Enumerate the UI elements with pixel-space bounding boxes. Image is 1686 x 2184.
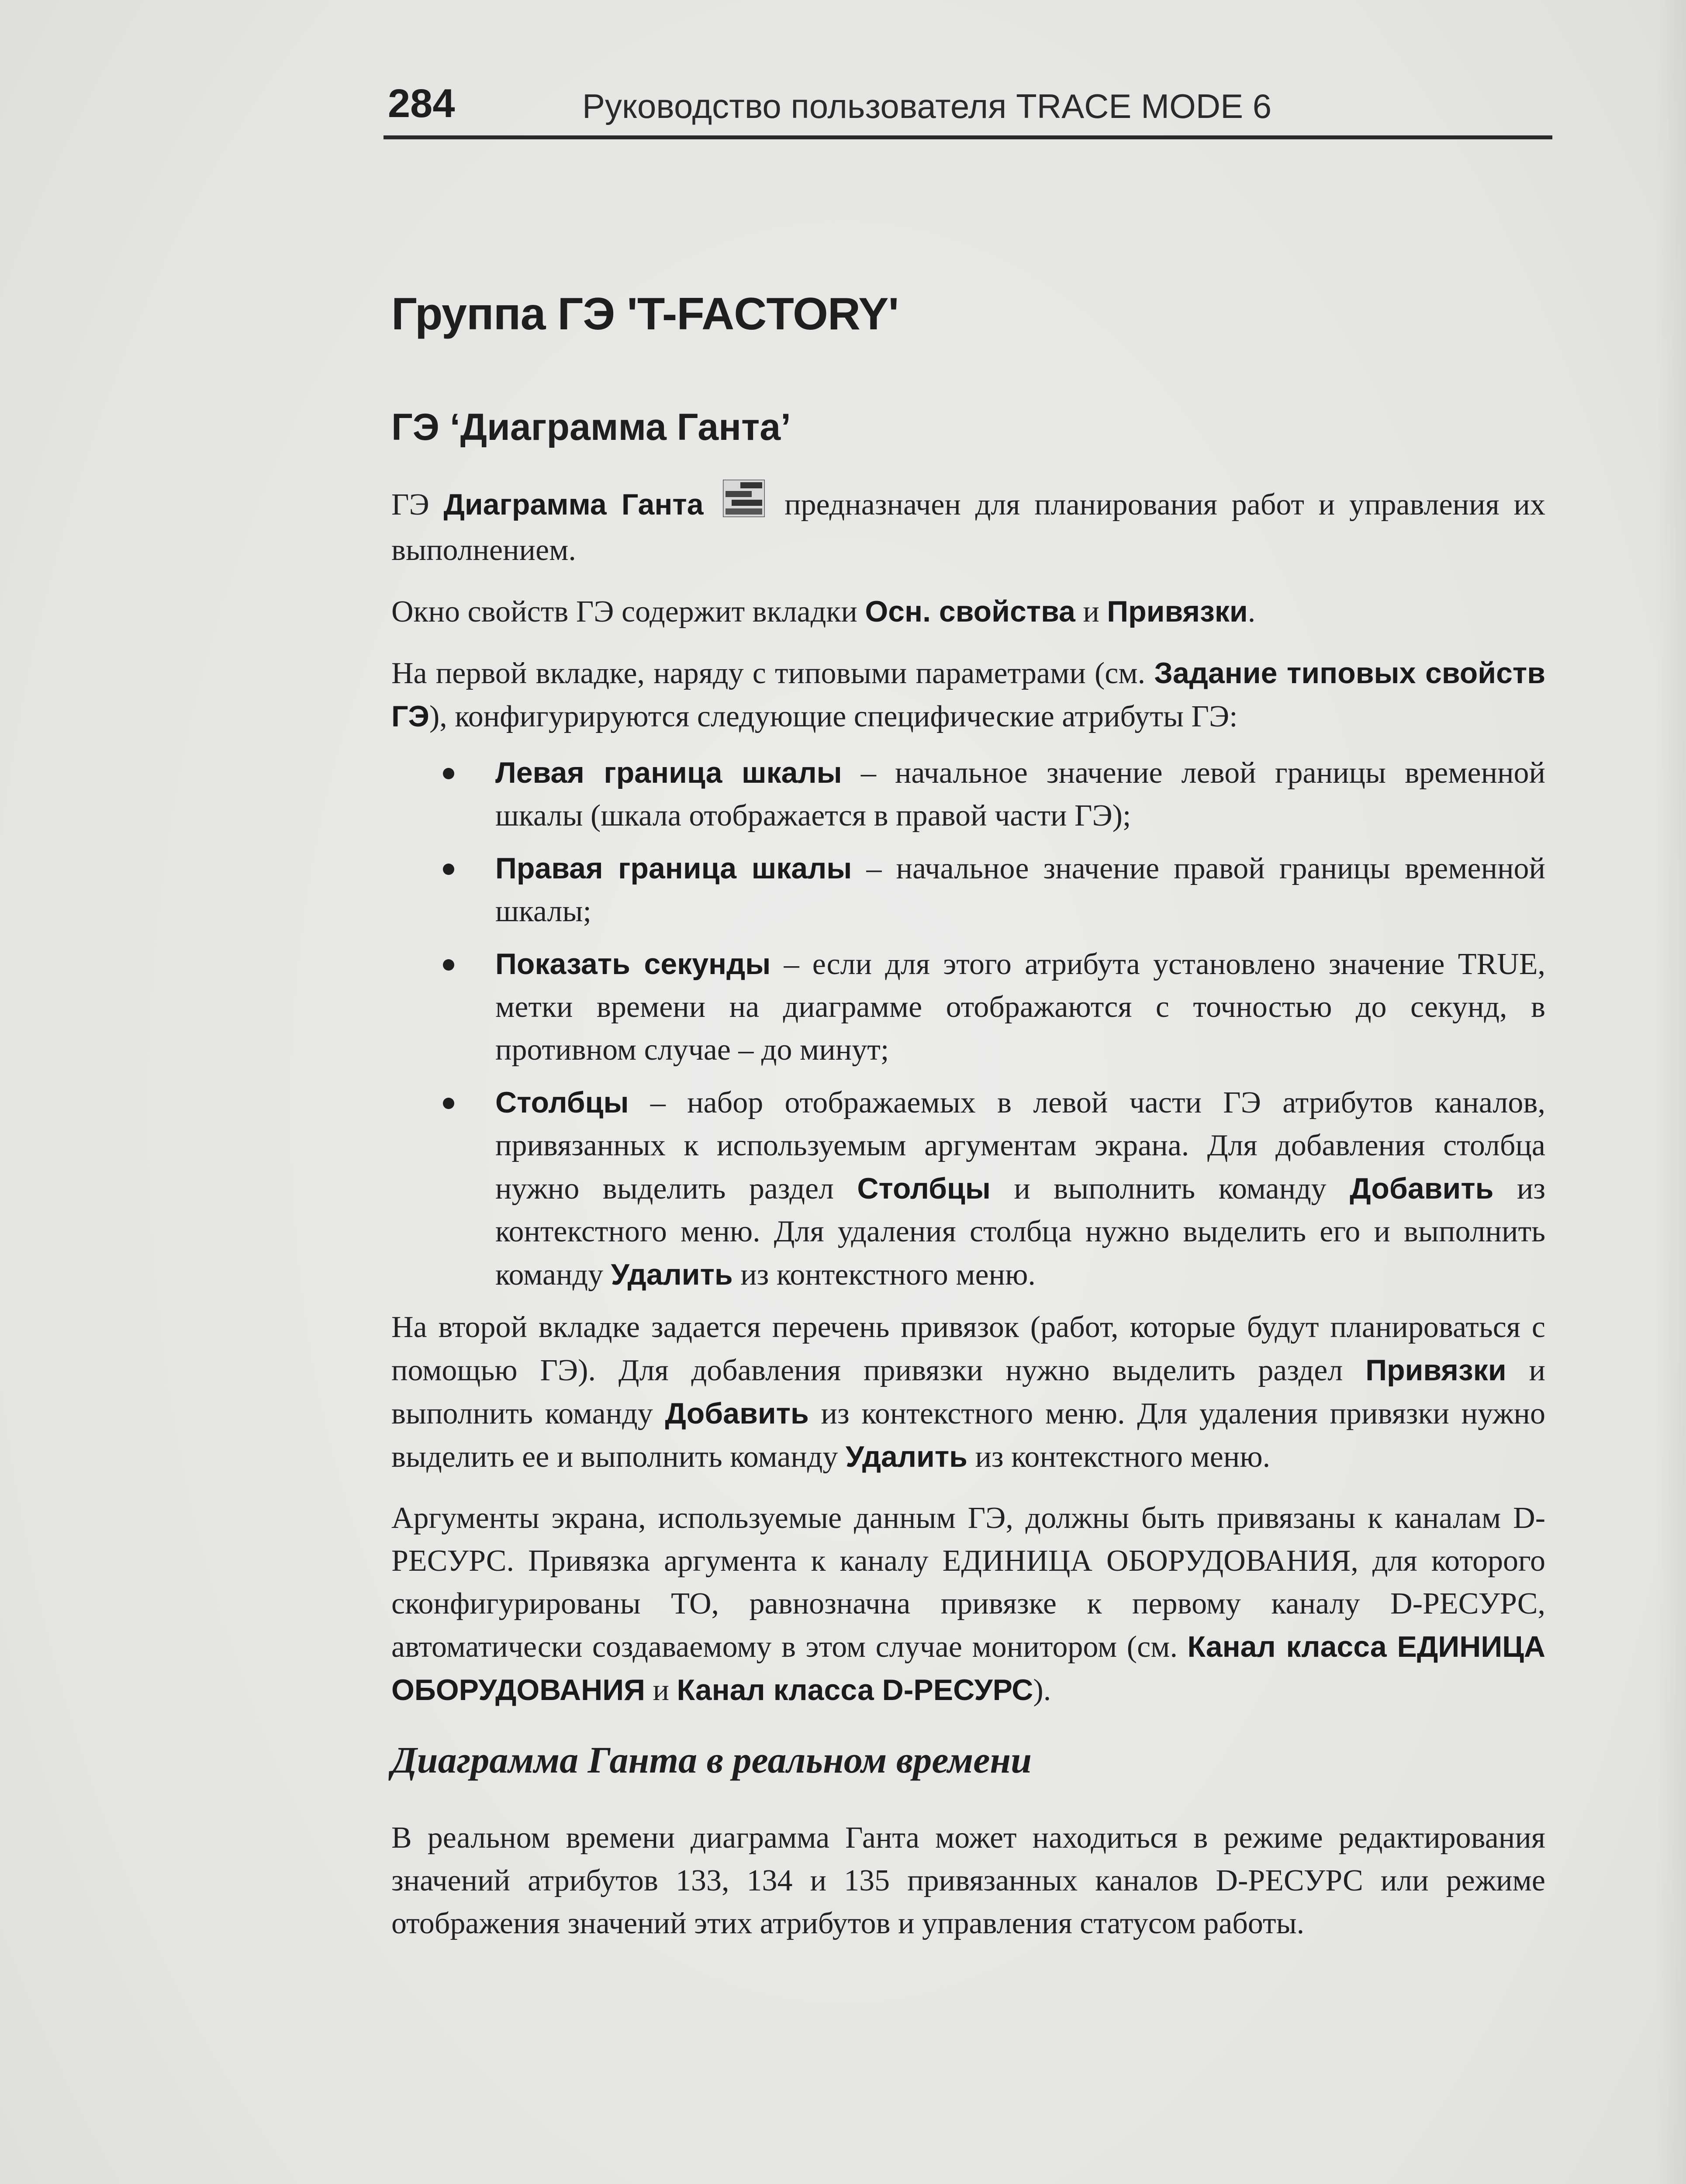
bullet-icon <box>443 768 454 779</box>
add-command-ref: Добавить <box>665 1397 809 1430</box>
second-tab-text-3: из контекстного меню. Для удаления привязки нужно выделить ее и выполнить команду <box>391 1397 1545 1474</box>
attribute-name: Столбцы <box>495 1086 629 1119</box>
args-text-3: ). <box>1033 1673 1051 1707</box>
arguments-paragraph <box>391 1497 1545 1712</box>
bullet-icon <box>443 864 454 875</box>
subsection-title: ГЭ ‘Диаграмма Ганта’ <box>391 406 791 448</box>
running-header <box>383 79 1552 139</box>
section-title: Группа ГЭ 'T-FACTORY' <box>391 289 899 339</box>
second-tab-text-1: На второй вкладке задается перечень привязок (работ, которые будут планироваться с помощью ГЭ). Для добавления привязки нужно выделить раздел <box>391 1310 1545 1387</box>
tabs-text-3: . <box>1247 595 1256 629</box>
first-tab-text-2: ), конфигурируются следующие специфические атрибуты ГЭ: <box>429 700 1238 733</box>
equipment-channel-ref: Канал класса ЕДИНИЦА ОБОРУДОВАНИЯ <box>391 1630 1545 1707</box>
bullet-icon <box>443 959 454 971</box>
intro-lead: ГЭ <box>391 488 429 522</box>
second-tab-text-2: и выполнить команду <box>391 1354 1545 1431</box>
second-tab-paragraph <box>391 1306 1545 1479</box>
columns-text-4: из контекстного меню. <box>732 1258 1036 1292</box>
attribute-list <box>391 751 1545 1296</box>
attribute-name: Показать секунды <box>495 947 771 981</box>
columns-section-ref: Столбцы <box>857 1172 991 1205</box>
first-tab-paragraph <box>391 652 1545 738</box>
attribute-desc: – начальное значение правой границы временной шкалы; <box>495 852 1545 928</box>
columns-text-3: из контекстного меню. Для удаления столбца нужно выделить его и выполнить команду <box>495 1172 1545 1292</box>
d-resource-channel-ref: Канал класса D-РЕСУРС <box>677 1673 1033 1707</box>
page-edge-shadow <box>1655 0 1686 2184</box>
tabs-text-2: и <box>1083 595 1099 629</box>
add-command-ref: Добавить <box>1350 1172 1494 1205</box>
tab-main-properties: Осн. свойства <box>865 595 1075 628</box>
attribute-name: Левая граница шкалы <box>495 756 842 789</box>
page-number: 284 <box>388 81 455 126</box>
columns-text-1: – набор отображаемых в левой части ГЭ атрибутов каналов, привязанных к используемым аргументам экрана. Для добавления столбца нужно выделить раздел <box>495 1086 1545 1206</box>
second-tab-text-4: из контекстного меню. <box>967 1440 1271 1474</box>
tabs-text-1: Окно свойств ГЭ содержит вкладки <box>391 595 857 629</box>
first-tab-text-1: На первой вкладке, наряду с типовыми параметрами (см. <box>391 657 1146 690</box>
attribute-desc: – если для этого атрибута установлено значение TRUE, метки времени на диаграмме отображаются с точностью до секунд, в противном случае – до минут; <box>495 947 1545 1067</box>
attribute-name: Правая граница шкалы <box>495 852 852 885</box>
delete-command-ref: Удалить <box>845 1440 967 1473</box>
element-name: Диаграмма Ганта <box>443 488 704 521</box>
list-item <box>391 1081 1545 1296</box>
args-text-1: Аргументы экрана, используемые данным ГЭ, должны быть привязаны к каналам D-РЕСУРС. Привязка аргумента к каналу ЕДИНИЦА ОБОРУДОВАНИЯ, для которого сконфигурированы ТО, равнозначна привязке к первому каналу D-РЕСУРС, автоматически создаваемому в этом случае монитором (см. <box>391 1501 1545 1664</box>
bindings-section-ref: Привязки <box>1365 1354 1506 1387</box>
list-item <box>391 847 1545 933</box>
args-text-2: и <box>645 1673 677 1707</box>
tabs-paragraph <box>391 590 1545 633</box>
columns-text-2: и выполнить команду <box>990 1172 1350 1206</box>
attribute-desc: – начальное значение левой границы временной шкалы (шкала отображается в правой части ГЭ); <box>495 756 1545 833</box>
realtime-paragraph: В реальном времени диаграмма Ганта может находиться в режиме редактирования значений атрибутов 133, 134 и 135 привязанных каналов D-РЕСУРС или режиме отображения значений этих атрибутов и управления статусом работы. <box>391 1821 1545 1940</box>
typical-properties-ref: Задание типовых свойств ГЭ <box>391 657 1546 733</box>
list-item <box>391 943 1545 1071</box>
running-title: Руководство пользователя TRACE MODE 6 <box>582 87 1272 125</box>
gantt-chart-icon <box>723 480 765 529</box>
intro-rest: предназначен для планирования работ и управления их выполнением. <box>391 488 1546 567</box>
list-item <box>391 751 1545 837</box>
realtime-subtitle: Диаграмма Ганта в реальном времени <box>391 1739 1032 1781</box>
delete-command-ref: Удалить <box>611 1258 733 1291</box>
bullet-icon <box>443 1098 454 1109</box>
intro-paragraph <box>391 480 1545 572</box>
tab-bindings: Привязки <box>1107 595 1248 628</box>
page-content <box>391 288 1545 1963</box>
